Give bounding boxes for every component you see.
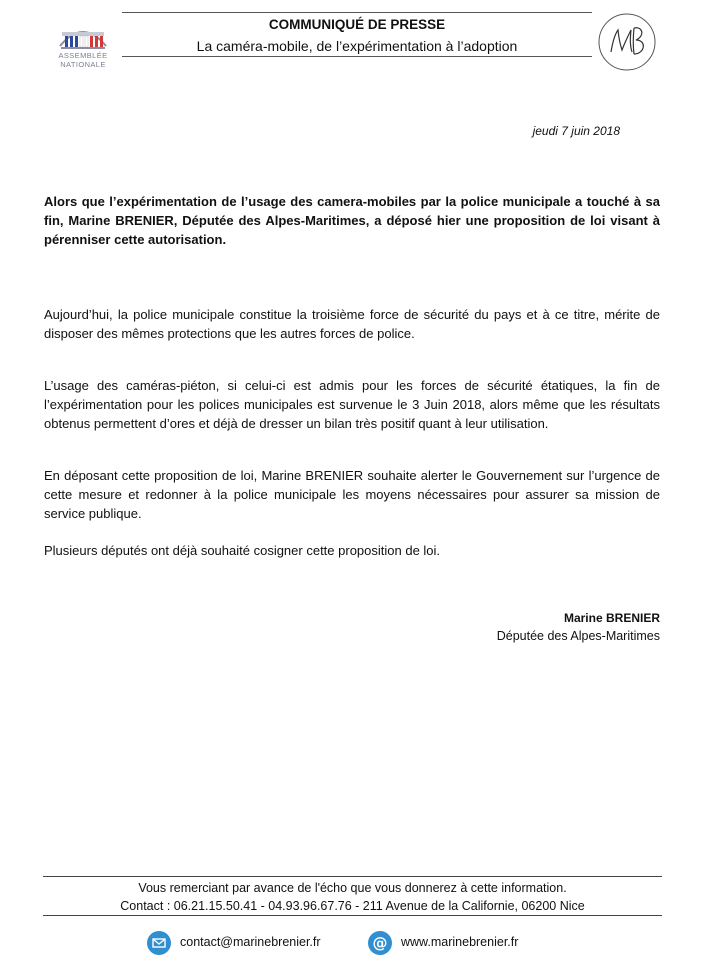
document-title: COMMUNIQUÉ DE PRESSE — [268, 17, 446, 32]
signature-name: Marine BRENIER — [563, 611, 660, 625]
body-paragraph: Aujourd’hui, la police municipale constitue la troisième force de sécurité du pays et à ce titre, mérite de disposer des mêmes protections que les autres forces de police. — [44, 307, 660, 341]
body-paragraph: Plusieurs députés ont déjà souhaité cosigner cette proposition de loi. — [44, 543, 441, 558]
logo-text-line2: NATIONALE — [60, 59, 106, 69]
mb-monogram-logo — [597, 12, 657, 72]
lead-paragraph: Alors que l’expérimentation de l’usage des camera-mobiles par la police municipale a touché à sa fin, Marine BRENIER, Députée des Alpes-Maritimes, a déposé hier une proposition de loi visant à pérenniser cette autorisation. — [44, 194, 660, 247]
footer-divider-bottom — [43, 915, 662, 916]
assemblee-nationale-logo — [50, 16, 116, 76]
header-divider-bottom — [122, 56, 592, 57]
document-subtitle: La caméra-mobile, de l’expérimentation à l’adoption — [196, 38, 518, 54]
logo-text-line1: ASSEMBLÉE — [58, 51, 108, 60]
body-paragraph: En déposant cette proposition de loi, Marine BRENIER souhaite alerter le Gouvernement sur l’urgence de cette mesure et redonner à la police municipale les moyens nécessaires pour assurer sa mission de service publique. — [44, 468, 660, 521]
at-sign-icon: @ — [368, 931, 392, 955]
signature-role: Députée des Alpes-Maritimes — [496, 629, 660, 643]
publication-date: jeudi 7 juin 2018 — [532, 124, 620, 138]
email-link[interactable]: contact@marinebrenier.fr — [180, 935, 321, 949]
website-link[interactable]: www.marinebrenier.fr — [401, 935, 519, 949]
mail-icon — [147, 931, 171, 955]
footer-contact-line: Contact : 06.21.15.50.41 - 04.93.96.67.76 - 211 Avenue de la Californie, 06200 Nice — [120, 899, 585, 913]
body-paragraph: L’usage des caméras-piéton, si celui-ci est admis pour les forces de sécurité étatiques, la fin de l’expérimentation pour les polices municipales est survenue le 3 Juin 2018, alors même que les résultats obtenus permettent d’ores et déjà de dresser un bilan très positif quant à leur utilisation. — [44, 378, 660, 431]
logo-text — [50, 52, 116, 69]
footer-divider-top — [43, 876, 662, 877]
hemicycle-seal-icon — [56, 16, 110, 50]
footer-thanks: Vous remerciant par avance de l'écho que vous donnerez à cette information. — [138, 881, 567, 895]
header-divider-top — [122, 12, 592, 13]
